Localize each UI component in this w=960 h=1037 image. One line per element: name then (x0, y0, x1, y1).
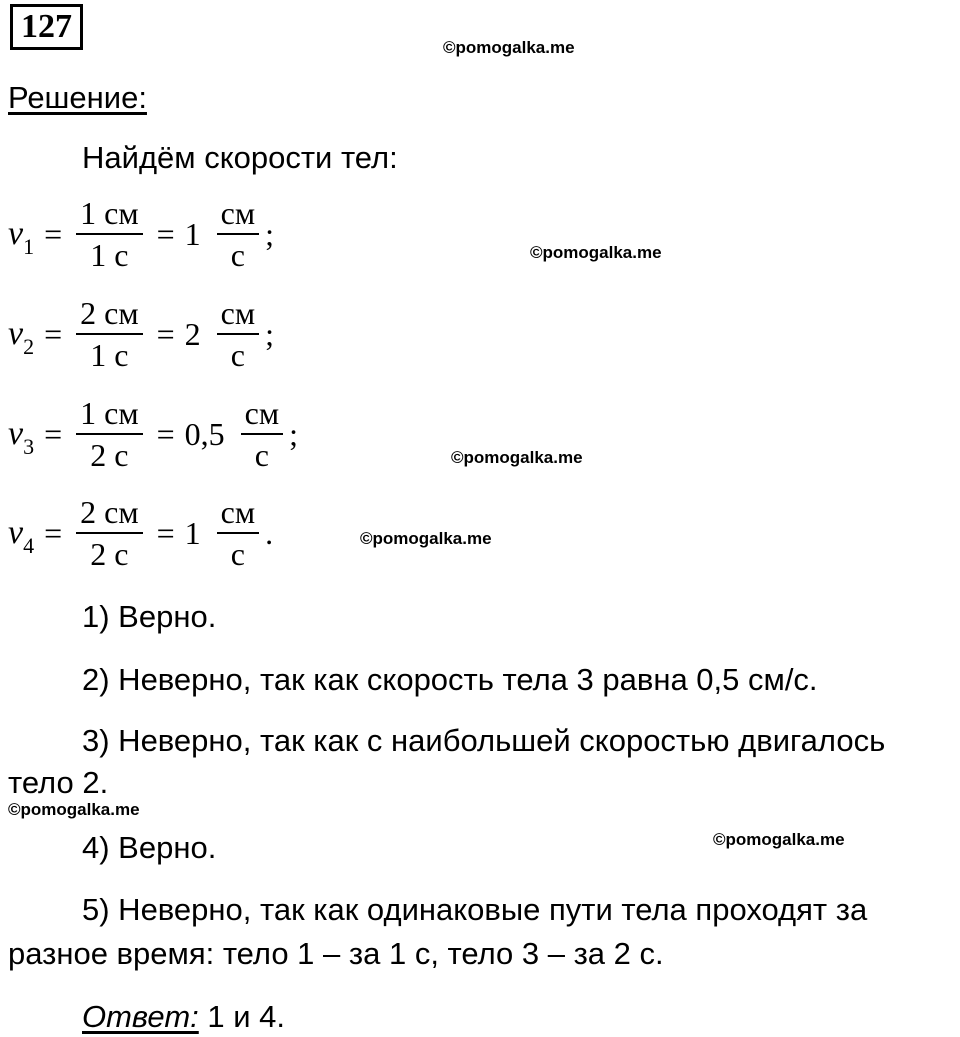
statement-5-line-1: 5) Неверно, так как одинаковые пути тела проходят за (82, 892, 868, 927)
answer-label: Ответ: (82, 999, 199, 1034)
statement-3-line-2: тело 2. (8, 765, 109, 800)
formula-v4: $v_4$ = $\frac{2 см}{2 с}$ = 1 $\frac{см}{с}$ . (8, 494, 274, 572)
fraction: $\frac{1 см}{1 с}$ (76, 195, 142, 273)
formula-value: 2 (184, 315, 201, 352)
fraction: $\frac{1 см}{2 с}$ (76, 395, 142, 473)
watermark: ©pomogalka.me (530, 243, 662, 262)
formula-v1: $v_1$ = $\frac{1 см}{1 с}$ = 1 $\frac{см}{с}$ ; (8, 195, 274, 273)
formula-v2: $v_2$ = $\frac{2 см}{1 с}$ = 2 $\frac{см}{с}$ ; (8, 295, 274, 373)
watermark: ©pomogalka.me (443, 38, 575, 57)
formula-value: 1 (184, 215, 201, 252)
statement-4: 4) Верно. (82, 830, 217, 865)
watermark: ©pomogalka.me (713, 830, 845, 849)
problem-number: 127 (10, 4, 83, 50)
statement-5-line-2: разное время: тело 1 – за 1 с, тело 3 – за 2 с. (8, 936, 664, 971)
fraction: $\frac{2 см}{1 с}$ (76, 295, 142, 373)
formula-variable: $v_3$ (8, 415, 35, 459)
watermark: ©pomogalka.me (360, 529, 492, 548)
intro-text: Найдём скорости тел: (82, 140, 398, 175)
answer-value: 1 и 4. (198, 999, 286, 1034)
answer (82, 997, 285, 1037)
unit-fraction: $\frac{см}{с}$ (217, 295, 259, 373)
formula-variable: $v_2$ (8, 315, 35, 359)
unit-fraction: $\frac{см}{с}$ (217, 195, 259, 273)
formula-variable: $v_4$ (8, 514, 35, 558)
unit-fraction: $\frac{см}{с}$ (241, 395, 283, 473)
formula-v3: $v_3$ = $\frac{1 см}{2 с}$ = 0,5 $\frac{см}{с}$ ; (8, 395, 298, 473)
formula-value: 0,5 (184, 415, 225, 452)
statement-1: 1) Верно. (82, 599, 217, 634)
formula-variable: $v_1$ (8, 215, 35, 259)
watermark: ©pomogalka.me (8, 800, 140, 819)
statement-2: 2) Неверно, так как скорость тела 3 равна 0,5 см/с. (82, 662, 818, 697)
unit-fraction: $\frac{см}{с}$ (217, 494, 259, 572)
watermark: ©pomogalka.me (451, 448, 583, 467)
formula-value: 1 (184, 514, 201, 551)
solution-heading: Решение: (8, 80, 147, 115)
statement-3-line-1: 3) Неверно, так как с наибольшей скоростью двигалось (82, 723, 886, 758)
fraction: $\frac{2 см}{2 с}$ (76, 494, 142, 572)
